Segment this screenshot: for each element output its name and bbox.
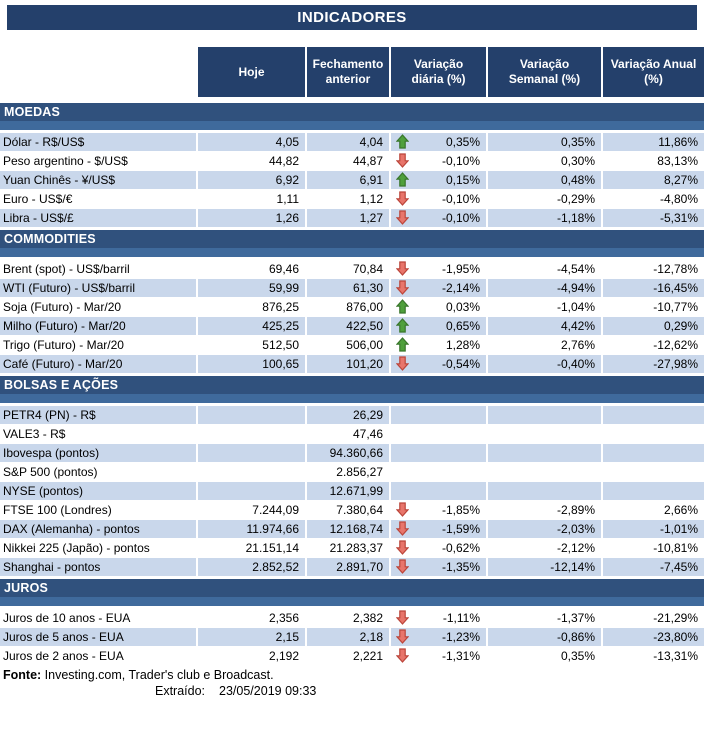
section-header-label: BOLSAS E AÇÕES: [0, 376, 704, 394]
table-row: [0, 425, 704, 443]
fechamento-anterior-value: 26,29: [307, 406, 391, 424]
variacao-anual-value: 0,29%: [603, 317, 704, 335]
hoje-value: 44,82: [198, 152, 307, 170]
variacao-semanal-value: -1,37%: [488, 609, 603, 627]
variacao-anual-value: -7,45%: [603, 558, 704, 576]
row-label: Shanghai - pontos: [0, 558, 198, 576]
source-label: Fonte:: [3, 668, 42, 682]
row-label: Peso argentino - $/US$: [0, 152, 198, 170]
variacao-diaria-cell: -1,85%: [391, 501, 488, 519]
table-row: [0, 152, 704, 170]
variacao-anual-value: 11,86%: [603, 133, 704, 151]
variacao-diaria-cell: -1,31%: [391, 647, 488, 665]
hoje-value: 1,11: [198, 190, 307, 208]
trend-down-icon: [396, 648, 409, 663]
row-label: WTI (Futuro) - US$/barril: [0, 279, 198, 297]
variacao-diaria-cell: -0,10%: [391, 209, 488, 227]
variacao-diaria-cell: [391, 463, 488, 481]
variacao-diaria-cell: [391, 406, 488, 424]
variacao-anual-value: -10,81%: [653, 541, 698, 555]
extracted-line: [155, 683, 704, 699]
hoje-value: 4,05: [198, 133, 307, 151]
variacao-semanal-value: 0,30%: [488, 152, 603, 170]
hoje-value: 876,25: [198, 298, 307, 316]
row-label: NYSE (pontos): [0, 482, 198, 500]
variacao-semanal-value: 0,35%: [488, 133, 603, 151]
variacao-anual-value: -21,29%: [653, 611, 698, 625]
table-row: [0, 444, 704, 462]
fechamento-anterior-value: 101,20: [307, 355, 391, 373]
fechamento-anterior-value: 2,18: [307, 628, 391, 646]
section-header-label: COMMODITIES: [0, 230, 704, 248]
section-bar-bolsas-e-a-es: [0, 376, 704, 403]
trend-down-icon: [396, 610, 409, 625]
trend-down-icon: [396, 559, 409, 574]
variacao-diaria-cell: -1,59%: [391, 520, 488, 538]
variacao-semanal-value: -12,14%: [488, 558, 603, 576]
section-bar-commodities: [0, 230, 704, 257]
variacao-anual-value: [603, 444, 704, 462]
fechamento-anterior-value: 1,12: [307, 190, 391, 208]
table-row: [0, 317, 704, 335]
row-label: Libra - US$/£: [0, 209, 198, 227]
hoje-value: 21.151,14: [198, 539, 307, 557]
section-spacer-strip: [0, 121, 704, 130]
fechamento-anterior-value: 21.283,37: [307, 539, 391, 557]
fechamento-anterior-value: 47,46: [307, 425, 391, 443]
trend-up-icon: [396, 318, 409, 333]
variacao-anual-value: -12,62%: [653, 338, 698, 352]
variacao-semanal-value: 2,76%: [488, 336, 603, 354]
trend-down-icon: [396, 280, 409, 295]
fechamento-anterior-value: 12.168,74: [307, 520, 391, 538]
trend-up-icon: [396, 172, 409, 187]
trend-down-icon: [396, 261, 409, 276]
trend-up-icon: [396, 337, 409, 352]
source-line: [0, 667, 704, 683]
hoje-value: 7.244,09: [198, 501, 307, 519]
table-row: [0, 482, 704, 500]
table-row: [0, 298, 704, 316]
variacao-diaria-cell: 0,03%: [391, 298, 488, 316]
hoje-value: [198, 406, 307, 424]
variacao-anual-value: 8,27%: [603, 171, 704, 189]
hoje-value: 100,65: [198, 355, 307, 373]
variacao-diaria-cell: -1,11%: [391, 609, 488, 627]
trend-down-icon: [396, 356, 409, 371]
row-label: Dólar - R$/US$: [0, 133, 198, 151]
variacao-semanal-value: 0,35%: [488, 647, 603, 665]
section-spacer-strip: [0, 394, 704, 403]
row-label: Café (Futuro) - Mar/20: [0, 355, 198, 373]
hoje-value: [198, 482, 307, 500]
variacao-anual-value: -16,45%: [603, 279, 704, 297]
variacao-diaria-cell: [391, 482, 488, 500]
row-label: VALE3 - R$: [0, 425, 198, 443]
row-label: Yuan Chinês - ¥/US$: [0, 171, 198, 189]
table-row: [0, 260, 704, 278]
fechamento-anterior-value: 94.360,66: [307, 444, 391, 462]
hoje-value: 59,99: [198, 279, 307, 297]
table-body: [0, 103, 704, 665]
hoje-value: 2.852,52: [198, 558, 307, 576]
fechamento-anterior-value: 6,91: [307, 171, 391, 189]
table-row: [0, 501, 704, 519]
trend-up-icon: [396, 134, 409, 149]
column-header-row: [0, 47, 704, 97]
hoje-value: 11.974,66: [198, 520, 307, 538]
variacao-semanal-value: [488, 406, 603, 424]
trend-down-icon: [396, 210, 409, 225]
hoje-value: [198, 463, 307, 481]
variacao-semanal-value: -2,89%: [488, 501, 603, 519]
trend-up-icon: [396, 299, 409, 314]
variacao-anual-value: 83,13%: [657, 154, 698, 168]
fechamento-anterior-value: 70,84: [307, 260, 391, 278]
section-bar-moedas: [0, 103, 704, 130]
hoje-value: 512,50: [198, 336, 307, 354]
table-row: [0, 171, 704, 189]
section-header-label: MOEDAS: [0, 103, 704, 121]
row-label: Nikkei 225 (Japão) - pontos: [0, 539, 198, 557]
fechamento-anterior-value: 12.671,99: [307, 482, 391, 500]
table-row: [0, 355, 704, 373]
hoje-value: 425,25: [198, 317, 307, 335]
variacao-semanal-value: -2,12%: [488, 539, 603, 557]
table-row: [0, 628, 704, 646]
variacao-semanal-value: 0,48%: [488, 171, 603, 189]
variacao-diaria-cell: [391, 425, 488, 443]
source-text: Investing.com, Trader's club e Broadcast.: [41, 668, 274, 682]
trend-down-icon: [396, 191, 409, 206]
table-row: [0, 520, 704, 538]
trend-down-icon: [396, 153, 409, 168]
fechamento-anterior-value: 422,50: [307, 317, 391, 335]
hoje-value: [198, 425, 307, 443]
row-label: Soja (Futuro) - Mar/20: [0, 298, 198, 316]
trend-down-icon: [396, 502, 409, 517]
fechamento-anterior-value: 876,00: [307, 298, 391, 316]
hoje-value: 69,46: [198, 260, 307, 278]
variacao-anual-value: -23,80%: [603, 628, 704, 646]
table-row: [0, 647, 704, 665]
variacao-anual-value: -1,01%: [603, 520, 704, 538]
table-row: [0, 406, 704, 424]
variacao-diaria-cell: -0,62%: [391, 539, 488, 557]
hoje-value: 2,192: [198, 647, 307, 665]
fechamento-anterior-value: 2.891,70: [307, 558, 391, 576]
variacao-diaria-cell: -0,10%: [391, 190, 488, 208]
variacao-semanal-value: [488, 463, 603, 481]
variacao-semanal-value: -2,03%: [488, 520, 603, 538]
fechamento-anterior-value: 2.856,27: [307, 463, 391, 481]
table-row: [0, 539, 704, 557]
variacao-semanal-value: -0,86%: [488, 628, 603, 646]
hoje-value: [198, 444, 307, 462]
variacao-semanal-value: -4,54%: [488, 260, 603, 278]
row-label: FTSE 100 (Londres): [0, 501, 198, 519]
report-footer: [0, 667, 704, 699]
variacao-anual-value: 2,66%: [663, 503, 698, 517]
row-label: PETR4 (PN) - R$: [0, 406, 198, 424]
variacao-semanal-value: 4,42%: [488, 317, 603, 335]
variacao-diaria-cell: -1,95%: [391, 260, 488, 278]
variacao-diaria-cell: -0,54%: [391, 355, 488, 373]
variacao-semanal-value: -0,40%: [488, 355, 603, 373]
variacao-anual-value: [603, 463, 704, 481]
column-header-fechamento: Fechamento anterior: [307, 47, 391, 97]
variacao-diaria-cell: 0,15%: [391, 171, 488, 189]
variacao-anual-value: [603, 425, 704, 443]
column-header-variacao-semanal: Variação Semanal (%): [488, 47, 603, 97]
variacao-diaria-cell: 1,28%: [391, 336, 488, 354]
hoje-value: 2,15: [198, 628, 307, 646]
row-label: DAX (Alemanha) - pontos: [0, 520, 198, 538]
fechamento-anterior-value: 506,00: [307, 336, 391, 354]
trend-down-icon: [396, 521, 409, 536]
extracted-timestamp: 23/05/2019 09:33: [219, 684, 317, 698]
fechamento-anterior-value: 1,27: [307, 209, 391, 227]
variacao-semanal-value: [488, 425, 603, 443]
header-spacer: [0, 47, 198, 97]
indicators-report: [0, 5, 704, 699]
section-spacer-strip: [0, 597, 704, 606]
section-header-label: JUROS: [0, 579, 704, 597]
variacao-diaria-cell: -2,14%: [391, 279, 488, 297]
row-label: Juros de 2 anos - EUA: [0, 647, 198, 665]
hoje-value: 1,26: [198, 209, 307, 227]
variacao-semanal-value: [488, 444, 603, 462]
variacao-semanal-value: -0,29%: [488, 190, 603, 208]
table-row: [0, 463, 704, 481]
variacao-anual-value: -27,98%: [603, 355, 704, 373]
row-label: Trigo (Futuro) - Mar/20: [0, 336, 198, 354]
table-row: [0, 558, 704, 576]
row-label: Juros de 5 anos - EUA: [0, 628, 198, 646]
table-row: [0, 279, 704, 297]
trend-down-icon: [396, 629, 409, 644]
variacao-anual-value: -4,80%: [659, 192, 698, 206]
variacao-diaria-cell: [391, 444, 488, 462]
section-bar-juros: [0, 579, 704, 606]
report-title: INDICADORES: [7, 5, 697, 30]
section-spacer-strip: [0, 248, 704, 257]
variacao-anual-value: -5,31%: [603, 209, 704, 227]
variacao-semanal-value: -4,94%: [488, 279, 603, 297]
row-label: S&P 500 (pontos): [0, 463, 198, 481]
column-header-variacao-anual: Variação Anual (%): [603, 47, 704, 97]
row-label: Euro - US$/€: [0, 190, 198, 208]
table-row: [0, 209, 704, 227]
hoje-value: 6,92: [198, 171, 307, 189]
column-header-hoje: Hoje: [198, 47, 307, 97]
table-row: [0, 190, 704, 208]
variacao-diaria-cell: -1,35%: [391, 558, 488, 576]
row-label: Ibovespa (pontos): [0, 444, 198, 462]
extracted-label: Extraído:: [155, 684, 206, 698]
table-row: [0, 133, 704, 151]
variacao-diaria-cell: 0,35%: [391, 133, 488, 151]
fechamento-anterior-value: 4,04: [307, 133, 391, 151]
fechamento-anterior-value: 7.380,64: [307, 501, 391, 519]
variacao-anual-value: -10,77%: [653, 300, 698, 314]
fechamento-anterior-value: 2,382: [307, 609, 391, 627]
row-label: Milho (Futuro) - Mar/20: [0, 317, 198, 335]
table-row: [0, 336, 704, 354]
trend-down-icon: [396, 540, 409, 555]
variacao-diaria-cell: 0,65%: [391, 317, 488, 335]
variacao-diaria-cell: -1,23%: [391, 628, 488, 646]
variacao-anual-value: [603, 482, 704, 500]
variacao-semanal-value: -1,04%: [488, 298, 603, 316]
row-label: Juros de 10 anos - EUA: [0, 609, 198, 627]
hoje-value: 2,356: [198, 609, 307, 627]
row-label: Brent (spot) - US$/barril: [0, 260, 198, 278]
fechamento-anterior-value: 44,87: [307, 152, 391, 170]
variacao-semanal-value: -1,18%: [488, 209, 603, 227]
table-row: [0, 609, 704, 627]
variacao-semanal-value: [488, 482, 603, 500]
column-header-variacao-diaria: Variação diária (%): [391, 47, 488, 97]
fechamento-anterior-value: 61,30: [307, 279, 391, 297]
variacao-anual-value: [603, 406, 704, 424]
fechamento-anterior-value: 2,221: [307, 647, 391, 665]
variacao-anual-value: -13,31%: [653, 649, 698, 663]
variacao-diaria-cell: -0,10%: [391, 152, 488, 170]
variacao-anual-value: -12,78%: [653, 262, 698, 276]
